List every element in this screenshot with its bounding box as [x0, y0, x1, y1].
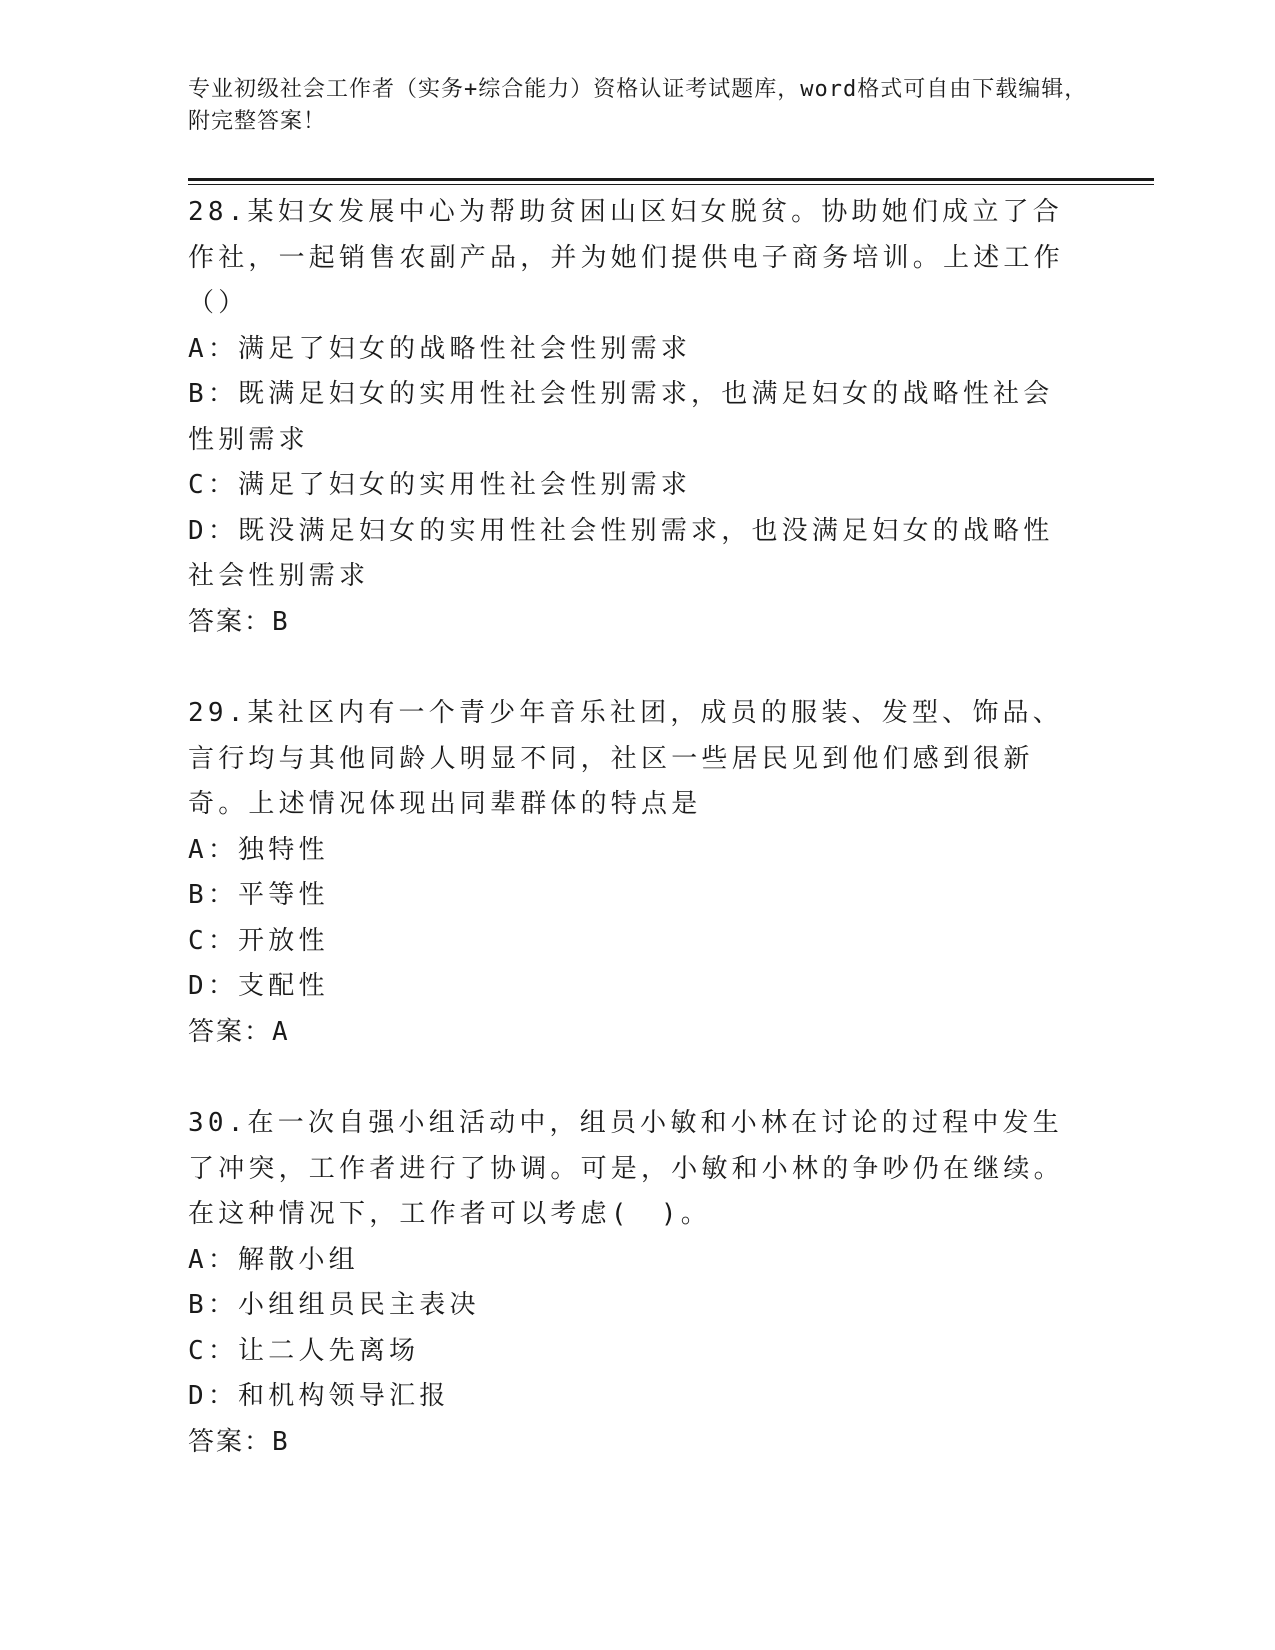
header-divider-thick	[188, 178, 1154, 181]
option-a: A：满足了妇女的战略性社会性别需求	[188, 333, 692, 364]
option-a: A：独特性	[188, 834, 329, 865]
answer-line: 答案：B	[188, 1426, 290, 1457]
option-b: B：既满足妇女的实用性社会性别需求，也满足妇女的战略性社会性别需求	[188, 379, 1054, 455]
question-list	[188, 190, 1078, 1465]
question-30	[188, 1101, 1078, 1465]
option-c: C：开放性	[188, 925, 329, 956]
option-d: D：既没满足妇女的实用性社会性别需求，也没满足妇女的战略性社会性别需求	[188, 515, 1054, 591]
option-b: B：小组组员民主表决	[188, 1290, 480, 1320]
question-stem: 29.某社区内有一个青少年音乐社团，成员的服装、发型、饰品、言行均与其他同龄人明显不同，社区一些居民见到他们感到很新奇。上述情况体现出同辈群体的特点是	[188, 698, 1063, 819]
document-header: 专业初级社会工作者（实务+综合能力）资格认证考试题库，word格式可自由下载编辑，附完整答案！	[188, 77, 1088, 134]
option-c: C：让二人先离场	[188, 1335, 420, 1366]
header-divider-thin	[188, 184, 1154, 185]
question-29	[188, 691, 1078, 1055]
option-c: C：满足了妇女的实用性社会性别需求	[188, 470, 692, 500]
answer-line: 答案：B	[188, 606, 290, 637]
option-d: D：和机构领导汇报	[188, 1381, 450, 1411]
question-28	[188, 190, 1078, 645]
answer-line: 答案：A	[188, 1016, 290, 1047]
option-b: B：平等性	[188, 880, 329, 910]
option-a: A：解散小组	[188, 1244, 359, 1275]
option-d: D：支配性	[188, 971, 329, 1001]
question-stem: 30.在一次自强小组活动中，组员小敏和小林在讨论的过程中发生了冲突，工作者进行了协调。可是，小敏和小林的争吵仍在继续。在这种情况下，工作者可以考虑( )。	[188, 1108, 1064, 1229]
question-stem: 28.某妇女发展中心为帮助贫困山区妇女脱贫。协助她们成立了合作社，一起销售农副产品，并为她们提供电子商务培训。上述工作（）	[188, 197, 1064, 318]
